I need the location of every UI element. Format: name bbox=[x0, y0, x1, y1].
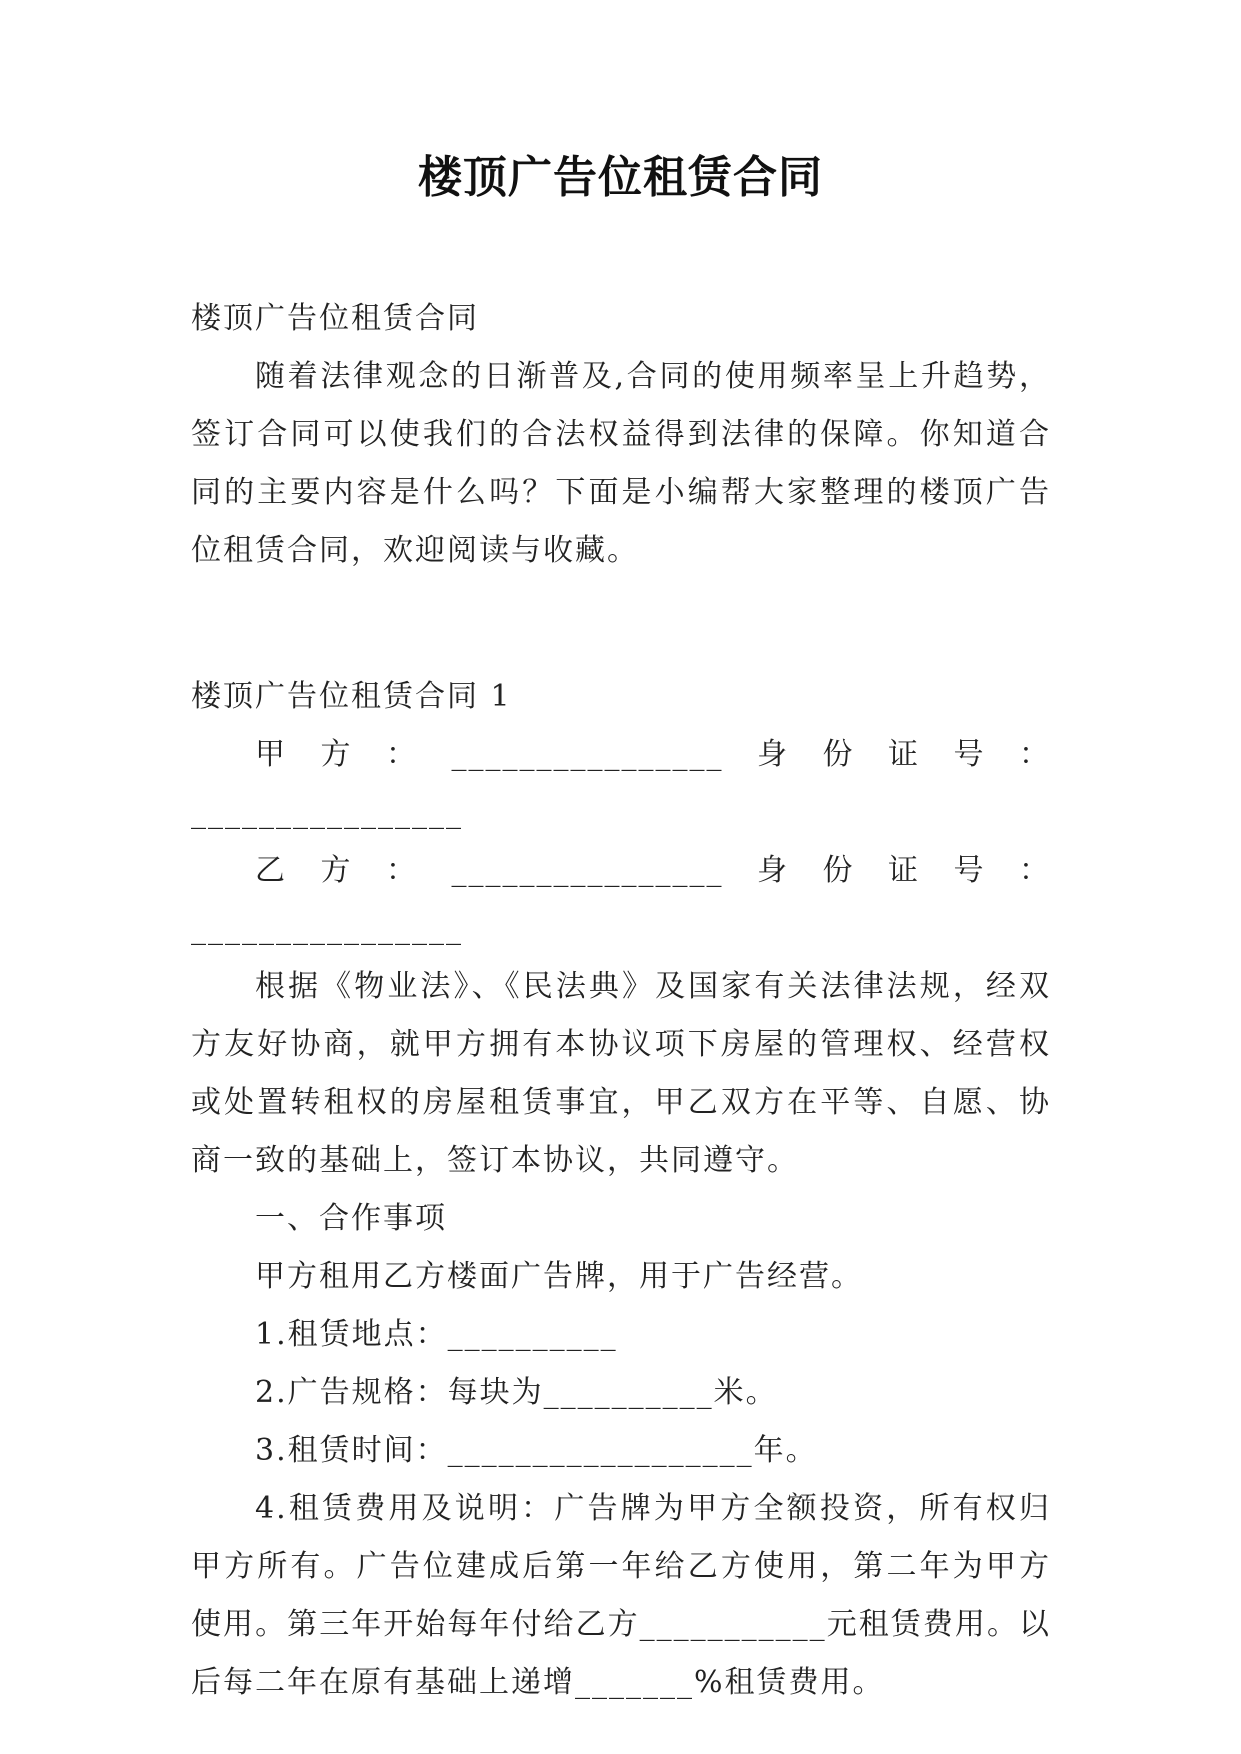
doc-subtitle: 楼顶广告位租赁合同 bbox=[191, 301, 479, 336]
party-a-line: 甲方：________________身份证号：________________ bbox=[191, 737, 1051, 830]
contract-heading: 楼顶广告位租赁合同 1 bbox=[191, 679, 512, 714]
clause-specification: 2.广告规格：每块为__________米。 bbox=[255, 1375, 778, 1410]
cooperation-paragraph: 甲方租用乙方楼面广告牌，用于广告经营。 bbox=[255, 1259, 863, 1294]
party-b-line: 乙方：________________身份证号：________________ bbox=[191, 853, 1051, 946]
page-title: 楼顶广告位租赁合同 bbox=[418, 152, 823, 203]
document-body bbox=[191, 290, 1051, 1712]
clause-location: 1.租赁地点：__________ bbox=[255, 1317, 618, 1352]
clause-fees: 4.租赁费用及说明：广告牌为甲方全额投资，所有权归甲方所有。广告位建成后第一年给乙方使用，第二年为甲方使用。第三年开始每年付给乙方___________元租赁费用。以后每二年在原有基础上递增_______%租赁费用。 bbox=[191, 1491, 1051, 1700]
clause-term: 3.租赁时间：__________________年。 bbox=[255, 1433, 818, 1468]
intro-paragraph: 随着法律观念的日渐普及,合同的使用频率呈上升趋势，签订合同可以使我们的合法权益得到法律的保障。你知道合同的主要内容是什么吗？下面是小编帮大家整理的楼顶广告位租赁合同，欢迎阅读与收藏。 bbox=[191, 359, 1051, 568]
section-heading-cooperation: 一、合作事项 bbox=[255, 1201, 447, 1236]
preamble-paragraph: 根据《物业法》、《民法典》及国家有关法律法规，经双方友好协商，就甲方拥有本协议项下房屋的管理权、经营权或处置转租权的房屋租赁事宜，甲乙双方在平等、自愿、协商一致的基础上，签订本协议，共同遵守。 bbox=[191, 969, 1051, 1178]
section-spacer bbox=[191, 580, 1051, 668]
